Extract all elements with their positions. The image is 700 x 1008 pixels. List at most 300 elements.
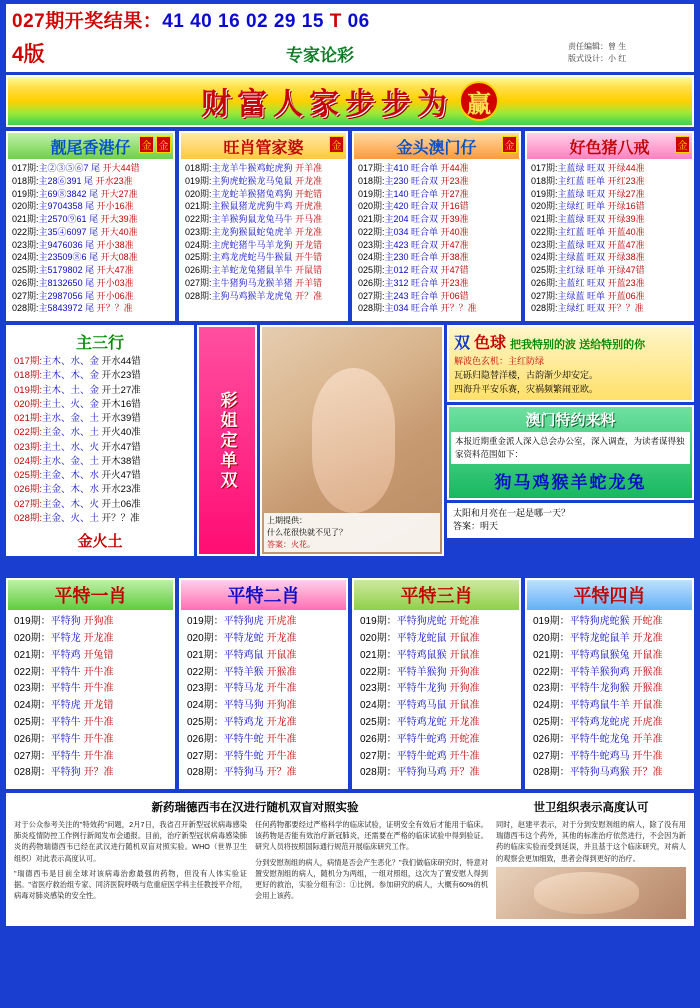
issue: 018期: (14, 370, 42, 382)
tip: 主红绿 旺单 (557, 265, 606, 276)
pingte-row (187, 765, 343, 782)
result: 开16错 (440, 201, 469, 212)
issue: 023期： (533, 683, 570, 695)
result: 开蓝40准 (607, 226, 645, 237)
result: 开绿38准 (607, 252, 645, 263)
issue: 021期: (358, 214, 385, 225)
prediction-row (12, 162, 171, 175)
tip: 主69⑧3842 尾 (38, 188, 99, 199)
pingte-row (14, 732, 170, 749)
issue: 025期: (12, 265, 39, 276)
sanzhong-row (8, 355, 192, 369)
prediction-row (185, 239, 344, 252)
issue: 019期： (14, 616, 51, 628)
prediction-row (185, 188, 344, 201)
article-column-2 (255, 819, 488, 919)
prediction-row (531, 213, 690, 226)
result: 开土27准 (101, 384, 141, 396)
pingte-row (360, 614, 516, 631)
issue: 022期: (531, 226, 558, 237)
pingte-row (360, 749, 516, 766)
result: 开蓝06准 (607, 290, 645, 301)
issue: 028期： (533, 767, 570, 779)
prediction-row (358, 188, 517, 201)
prediction-row (531, 251, 690, 264)
prediction-row (358, 302, 517, 315)
sanzhong-title: 主三行 (75, 335, 124, 353)
pingte-row (14, 681, 170, 698)
issue: 028期： (187, 767, 224, 779)
issue: 026期: (358, 277, 385, 288)
pingte-row (187, 614, 343, 631)
prediction-row (531, 277, 690, 290)
photo-block (260, 325, 444, 556)
tip: 主狗马鸡猴羊龙虎兔 (211, 290, 293, 301)
column-body (8, 159, 173, 319)
pingte-row (533, 665, 689, 682)
result: 开大27准 (100, 188, 138, 199)
sanzhong-row (8, 441, 192, 455)
prediction-column-hongkong (6, 131, 175, 321)
shuangseqiu-body (454, 355, 687, 397)
sanzhong-row (8, 483, 192, 497)
tip: 主鸡龙虎蛇马牛猴鼠 (211, 252, 293, 263)
issue: 017期: (531, 163, 558, 173)
issue: 025期： (360, 716, 397, 728)
result: 开龙准 (266, 632, 297, 644)
riddle-box (264, 513, 440, 552)
result: 开绿39准 (607, 214, 645, 225)
sanzhong-row (8, 398, 192, 412)
tip: 主2987056 尾 (38, 290, 95, 301)
tip: 平特龙 (50, 632, 81, 644)
tip: 平特鸡鼠 (223, 649, 264, 661)
issue: 022期： (533, 666, 570, 678)
issue: 020期: (358, 201, 385, 212)
issue: 020期: (531, 201, 558, 212)
tip: 主8132650 尾 (38, 277, 95, 288)
result: 开牛准 (83, 750, 114, 762)
tip: 主蓝绿 旺双 (557, 163, 606, 173)
issue: 028期: (185, 290, 212, 301)
column-header (527, 133, 692, 159)
pingte-three-panel (352, 578, 521, 789)
article-paragraph: 任何药物都要经过严格科学的临床试验，证明安全有效后才能用于临床。该药物是否能有效治疗新冠肺炎，还需要在严格的临床试验中得到验证。研究人员将按照国际通行规范开展临床研究工作。 (255, 820, 488, 852)
issue: 019期: (12, 188, 39, 199)
result: 开水23准 (101, 484, 141, 496)
tip: 平特牛蛇鸡 (396, 733, 447, 745)
riddle-answer: 答案：火花。 (267, 539, 315, 549)
pingte-three-body (354, 610, 519, 787)
tip: 主土、水、火 (42, 441, 100, 453)
issue: 025期: (531, 265, 558, 276)
issue: 028期: (531, 303, 558, 314)
tip: 平特羊猴狗 (396, 666, 447, 678)
tip: 平特鸡龙蛇虎 (569, 716, 630, 728)
issue: 028期： (360, 767, 397, 779)
sanzhong-row (8, 469, 192, 483)
issue: 019期： (187, 616, 224, 628)
prediction-row (12, 175, 171, 188)
prediction-row (358, 277, 517, 290)
draw-result-special: 06 (347, 11, 370, 32)
column-title: 旺肖管家婆 (223, 139, 304, 157)
pingte-panels (6, 578, 694, 789)
result: 开虎准 (266, 616, 297, 628)
issue: 022期: (185, 214, 212, 225)
tip: 平特牛蛇鸡马 (569, 750, 630, 762)
result: 开牛准 (83, 733, 114, 745)
result: 开47准 (440, 239, 469, 250)
tip: 主23509⑧6 尾 (38, 252, 99, 263)
gold-badge-icon: 金 (502, 136, 517, 153)
tip: 主羊蛇龙兔猪鼠羊牛 (211, 265, 293, 276)
tip: 平特鸡马鼠 (396, 700, 447, 712)
shuangseqiu-title-a: 双 (454, 335, 471, 353)
tip: 平特狗虎蛇猴 (569, 616, 630, 628)
prediction-row (531, 188, 690, 201)
result: 开？准 (449, 767, 480, 779)
column-title: 靓尾香港仔 (50, 139, 131, 157)
tip: 主虎蛇猪牛马羊龙狗 (211, 239, 293, 250)
issue: 019期： (360, 616, 397, 628)
pingte-row (533, 698, 689, 715)
section-title: 专家论彩 (286, 45, 354, 65)
tip: 主9476036 尾 (38, 239, 95, 250)
result: 开？？准 (101, 512, 140, 524)
pingte-row (14, 765, 170, 782)
result: 开龙错 (295, 239, 323, 250)
result: 开38准 (440, 252, 469, 263)
prediction-row (185, 290, 344, 303)
draw-result-label: 027期开奖结果： (12, 11, 163, 32)
tip: 平特鸡鼠牛羊 (569, 700, 630, 712)
prediction-row (358, 226, 517, 239)
issue: 023期： (14, 683, 51, 695)
pingte-row (14, 665, 170, 682)
issue: 024期： (14, 700, 51, 712)
result: 开猴准 (266, 666, 297, 678)
pingte-row (187, 681, 343, 698)
tip: 平特牛 (50, 666, 81, 678)
pingte-row (187, 648, 343, 665)
issue: 022期: (358, 226, 385, 237)
shuangseqiu-title-b: 色球 (474, 335, 507, 353)
issue: 019期： (533, 616, 570, 628)
issue: 020期: (12, 201, 39, 212)
article-paragraph: 同时，赵建平表示，对于分到安慰剂组的病人，除了没有用瑞德西韦这个药外，其他的标准治疗依然进行，不会因为新药的临床实验而受到延误，并且基于这个临床研究，对病人的观察会更加细致，患者会得到更好的治疗。 (496, 820, 686, 863)
tip: 平特狗虎 (223, 616, 264, 628)
result: 开绿16错 (607, 201, 645, 212)
result: 开39准 (440, 214, 469, 225)
prediction-row (185, 213, 344, 226)
pingte-row (187, 749, 343, 766)
pingte-two-header (181, 580, 346, 610)
pingte-row (360, 648, 516, 665)
tip: 主木、水、金 (42, 356, 100, 368)
issue: 018期: (358, 175, 385, 186)
result: 开龙准 (83, 632, 114, 644)
prediction-row (12, 188, 171, 201)
result: 开狗准 (449, 666, 480, 678)
tip: 主狗虎蛇猴龙马兔鼠 (211, 175, 293, 186)
tip: 平特牛 (50, 733, 81, 745)
column-body (354, 159, 519, 319)
result: 开蛇准 (449, 733, 480, 745)
issue: 021期： (187, 649, 224, 661)
top-result-bar (6, 4, 694, 36)
tip: 主②③⑤⑥7 尾 (38, 163, 101, 173)
result: 开？准 (632, 767, 663, 779)
prediction-row (185, 162, 344, 175)
result: 开牛准 (266, 683, 297, 695)
tip: 平特牛 (50, 750, 81, 762)
issue: 026期： (187, 733, 224, 745)
issue: 025期： (14, 716, 51, 728)
column-title: 好色猪八戒 (569, 139, 650, 157)
issue: 026期： (533, 733, 570, 745)
result: 开龙准 (266, 716, 297, 728)
issue: 024期: (358, 252, 385, 263)
result: 开？准 (83, 767, 114, 779)
sanzhong-row (8, 455, 192, 469)
result: 开？？准 (607, 303, 644, 314)
pingte-row (14, 715, 170, 732)
sanzhong-row (8, 384, 192, 398)
sanzhong-row (8, 412, 192, 426)
result: 开鼠准 (632, 700, 663, 712)
shuangseqiu-panel (447, 325, 694, 402)
issue: 026期: (12, 277, 39, 288)
tip: 主243 旺合单 (384, 290, 439, 301)
credits-block (568, 41, 688, 65)
column-body (181, 159, 346, 306)
issue: 021期: (14, 413, 42, 425)
tip: 平特虎 (50, 700, 81, 712)
pingte-row (533, 765, 689, 782)
issue: 027期： (14, 750, 51, 762)
prediction-column-color (525, 131, 694, 321)
result: 开红23准 (607, 175, 645, 186)
result: 开猴准 (632, 683, 663, 695)
issue: 024期： (360, 700, 397, 712)
tip: 主230 旺合双 (384, 175, 439, 186)
issue: 021期： (533, 649, 570, 661)
result: 开27准 (440, 188, 469, 199)
shuangseqiu-header (454, 330, 687, 353)
draw-result-t: T (329, 11, 342, 32)
tip: 主蓝绿 旺双 (557, 239, 606, 250)
article-photo (496, 867, 686, 919)
issue: 027期： (187, 750, 224, 762)
issue: 023期: (358, 239, 385, 250)
prediction-row (531, 162, 690, 175)
result: 开绿44准 (607, 163, 645, 173)
gold-badges (502, 136, 517, 153)
pingte-row (360, 681, 516, 698)
prediction-row (185, 200, 344, 213)
issue: 022期: (12, 226, 39, 237)
result: 开水23错 (101, 370, 141, 382)
pingte-row (533, 749, 689, 766)
tip: 主140 旺合单 (384, 188, 439, 199)
issue: 026期: (14, 484, 42, 496)
issue: 023期： (187, 683, 224, 695)
result: 开47错 (440, 265, 469, 276)
result: 开鼠准 (266, 649, 297, 661)
tip: 主423 旺合双 (384, 239, 439, 250)
issue: 021期： (360, 649, 397, 661)
riddle-box-2 (447, 503, 694, 539)
gold-badges (329, 136, 344, 153)
issue: 027期: (14, 498, 42, 510)
result: 开龙准 (295, 175, 323, 186)
tip: 主410 旺合单 (384, 163, 439, 173)
credit-designer: 版式设计：小 红 (568, 54, 627, 63)
column-header (181, 133, 346, 159)
prediction-row (358, 239, 517, 252)
result: 开牛准 (266, 750, 297, 762)
gold-badge-icon: 金 (139, 136, 154, 153)
result: 开？准 (266, 767, 297, 779)
pingte-row (14, 631, 170, 648)
issue: 028期: (358, 303, 385, 314)
result: 开龙准 (295, 226, 323, 237)
prediction-row (12, 277, 171, 290)
issue: 020期： (533, 632, 570, 644)
tip: 平特龙蛇鼠 (396, 632, 447, 644)
result: 开鼠准 (449, 649, 480, 661)
draw-result-line (12, 6, 688, 33)
pingte-row (187, 665, 343, 682)
issue: 022期： (360, 666, 397, 678)
prediction-row (531, 264, 690, 277)
issue: 019期: (185, 175, 212, 186)
prediction-row (12, 226, 171, 239)
tip: 主木、土、金 (42, 384, 100, 396)
prediction-row (358, 213, 517, 226)
issue: 020期： (14, 632, 51, 644)
result: 开水23准 (95, 175, 133, 186)
right-middle-column (447, 325, 694, 556)
issue: 020期： (360, 632, 397, 644)
tip: 平特牛龙狗猴 (569, 683, 630, 695)
issue: 020期: (14, 398, 42, 410)
macau-feed-body: 本报近期重金派人深入总会办公室，深入调查，为读者谋得独家资料范围如下： (451, 432, 690, 464)
prediction-column-wangxiao (179, 131, 348, 321)
result: 开水39错 (101, 413, 141, 425)
prediction-row (531, 175, 690, 188)
issue: 019期: (14, 384, 42, 396)
tip: 平特牛蛇 (223, 733, 264, 745)
result: 开06错 (440, 290, 469, 301)
result: 开？准 (295, 290, 323, 301)
tip: 主5179802 尾 (38, 265, 95, 276)
result: 开大40准 (100, 226, 138, 237)
issue: 021期： (14, 649, 51, 661)
prediction-row (531, 302, 690, 315)
result: 开牛准 (449, 750, 480, 762)
tip: 主羊猴狗鼠龙兔马牛 (211, 214, 293, 225)
result: 开火40准 (101, 427, 141, 439)
prediction-row (185, 175, 344, 188)
issue: 023期: (531, 239, 558, 250)
pingte-row (533, 715, 689, 732)
tip: 主金、火、土 (42, 512, 100, 524)
pingte-row (533, 614, 689, 631)
sanzhong-row (8, 426, 192, 440)
prediction-row (531, 239, 690, 252)
issue: 023期: (14, 441, 42, 453)
pingte-row (187, 631, 343, 648)
issue: 024期： (533, 700, 570, 712)
result: 开虎准 (295, 201, 323, 212)
result: 开绿47错 (607, 265, 645, 276)
result: 开羊准 (632, 733, 663, 745)
prediction-row (185, 251, 344, 264)
issue: 023期： (360, 683, 397, 695)
pingte-two-panel (179, 578, 348, 789)
riddle-question: 什么花很快就不见了？ (267, 528, 347, 537)
tip: 平特狗虎蛇 (396, 616, 447, 628)
column-header (8, 133, 173, 159)
riddle-2-question: 太阳和月亮在一起是哪一天？ (453, 507, 571, 518)
tip: 主绿红 旺双 (557, 303, 606, 314)
prediction-column-macau (352, 131, 521, 321)
pingte-row (533, 681, 689, 698)
banner-text: 财富人家步步为 (201, 88, 453, 121)
result: 开土06准 (101, 498, 141, 510)
prediction-row (185, 226, 344, 239)
issue: 023期: (12, 239, 39, 250)
issue: 025期: (14, 470, 42, 482)
article-paragraph: "瑞德西韦是目前全球对该病毒治愈最强的药物，但没有人体实验证据。"省医疗救治组专家、同济医院呼吸与危重症医学科主任教授平介绍，病毒对肺炎感染的安全性。 (14, 868, 247, 901)
tip: 主034 旺合单 (384, 303, 439, 314)
prediction-row (531, 200, 690, 213)
pingte-row (187, 698, 343, 715)
draw-result-numbers: 41 40 16 02 29 15 (162, 11, 324, 32)
tip: 主金、木、水 (42, 484, 100, 496)
prediction-row (531, 290, 690, 303)
sanzhong-row (8, 369, 192, 383)
prediction-columns (6, 131, 694, 321)
issue: 022期： (14, 666, 51, 678)
issue: 028期: (12, 303, 39, 314)
result: 开龙准 (449, 716, 480, 728)
issue: 023期: (185, 226, 212, 237)
result: 开牛准 (83, 683, 114, 695)
prediction-row (358, 264, 517, 277)
pingte-four-panel (525, 578, 694, 789)
issue: 019期: (531, 188, 558, 199)
tip: 平特牛蛇鸡 (396, 750, 447, 762)
result: 开23准 (440, 277, 469, 288)
result: 开牛准 (632, 750, 663, 762)
tip: 平特牛 (50, 716, 81, 728)
gold-badge-icon: 金 (675, 136, 690, 153)
prediction-row (12, 239, 171, 252)
prediction-row (12, 290, 171, 303)
issue: 017期: (358, 163, 385, 173)
tip: 主金、水、土 (42, 427, 100, 439)
result: 开马准 (295, 214, 323, 225)
column-body (527, 159, 692, 319)
blue-divider (6, 559, 694, 575)
riddle-2-answer: 答案：明天 (453, 521, 499, 532)
result: 开狗准 (83, 616, 114, 628)
issue: 028期: (14, 512, 42, 524)
credit-editor: 责任编辑：曾 生 (568, 42, 627, 51)
